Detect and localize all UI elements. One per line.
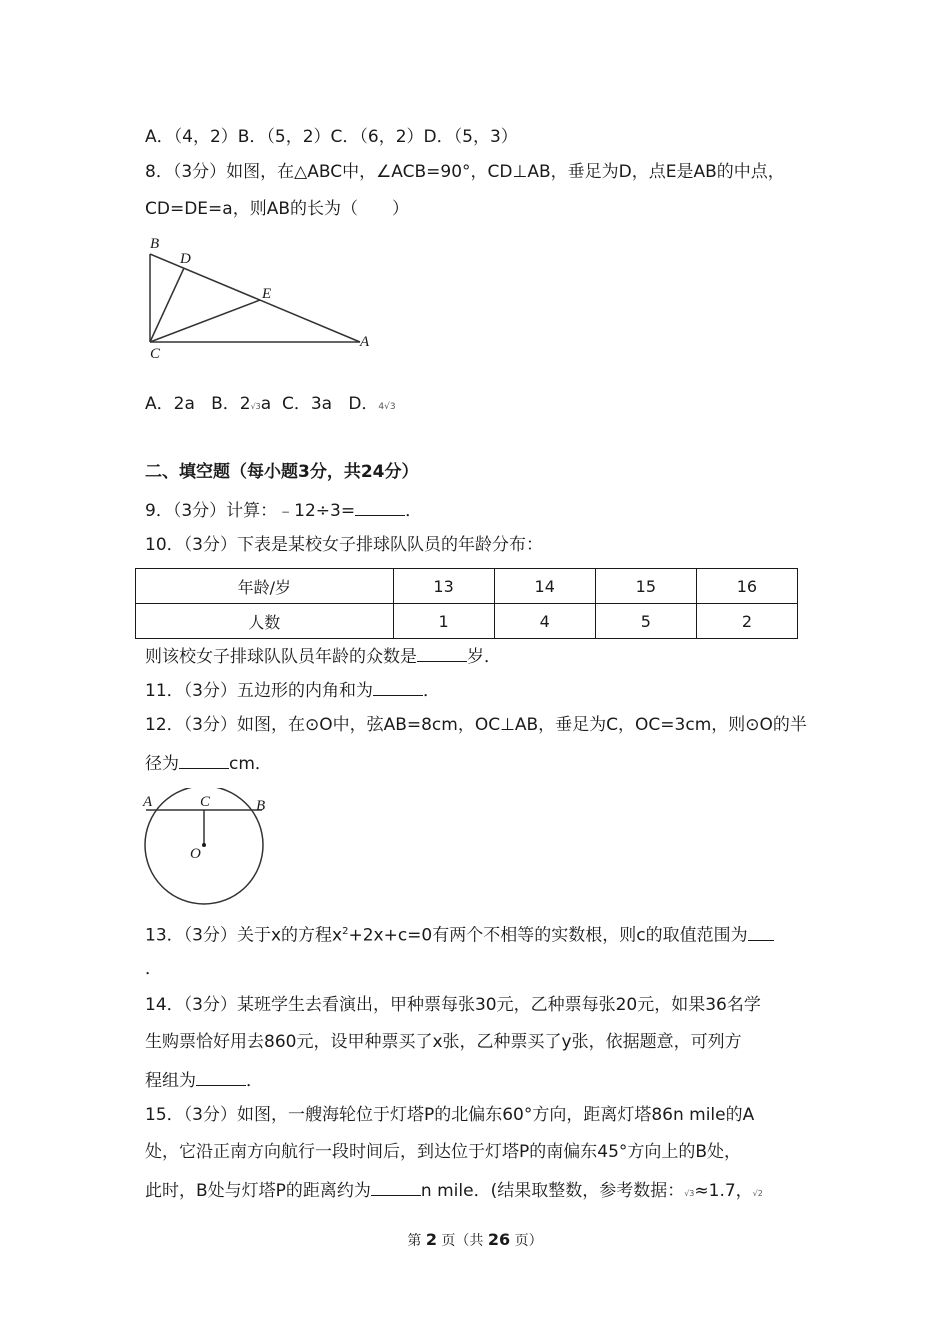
q15-line2: 处，它沿正南方向航行一段时间后，到达位于灯塔P的南偏东45°方向上的B处，: [145, 1142, 742, 1162]
q7-options: A．（4，2）B．（5，2）C．（6，2）D．（5，3）: [145, 127, 518, 147]
q8-option-b: B．2√3a: [211, 394, 272, 414]
table-cell: 1: [393, 604, 494, 639]
q11: 11．（3分）五边形的内角和为 ．: [145, 677, 440, 703]
q15-line3: 此时，B处与灯塔P的距离约为 n mile．(结果取整数，参考数据：√3≈1.7，√2: [145, 1177, 763, 1206]
label-b: B: [150, 236, 160, 252]
q14-line3: 程组为 ．: [145, 1067, 263, 1093]
page-number: 2: [425, 1230, 437, 1249]
q12-answer-blank: [179, 750, 229, 769]
table-cell: 15: [595, 569, 696, 604]
triangle-figure: [140, 228, 380, 363]
q13-line2: ．: [145, 959, 162, 979]
table-cell: 16: [696, 569, 797, 604]
q14-line2: 生购票恰好用去860元，设甲种票买了x张，乙种票买了y张，依据题意，可列方: [145, 1032, 742, 1052]
table-cell: 5: [595, 604, 696, 639]
q12-line2: 径为 cm．: [145, 750, 272, 776]
sqrt3-symbol: √3: [684, 1189, 695, 1198]
table-row-count: [136, 604, 798, 639]
age-table: [135, 568, 798, 639]
q8-stem-line1: 8．（3分）如图，在△ABC中，∠ACB=90°，CD⊥AB，垂足为D，点E是AB的中点，: [145, 162, 785, 182]
q8-option-c: C．3a: [282, 394, 333, 414]
q14-line1: 14．（3分）某班学生去看演出，甲种票每张30元，乙种票每张20元，如果36名学: [145, 995, 761, 1015]
q15-line1: 15．（3分）如图，一艘海轮位于灯塔P的北偏东60°方向，距离灯塔86n mile的A: [145, 1105, 755, 1125]
q10-after: 则该校女子排球队队员年龄的众数是 岁．: [145, 643, 501, 669]
q13-line1: 13．（3分）关于x的方程$x^2+2x+c=0$有两个不相等的实数根，则c的取值范围为: [145, 920, 774, 948]
label-o: O: [190, 846, 201, 862]
q10-stem: 10．（3分）下表是某校女子排球队队员的年龄分布：: [145, 535, 543, 555]
label-b: B: [256, 798, 266, 814]
q8-option-a: A．2a: [145, 394, 195, 414]
table-cell: 人数: [136, 604, 394, 639]
table-row-header: [136, 569, 798, 604]
q15-answer-blank: [371, 1177, 421, 1196]
label-a: A: [360, 334, 370, 350]
q9: 9．（3分）计算：﹣12÷3= ．: [145, 497, 422, 523]
table-cell: 14: [494, 569, 595, 604]
table-cell: 2: [696, 604, 797, 639]
center-point: [202, 843, 206, 847]
page-footer: 第 2 页（共 26 页）: [407, 1230, 543, 1249]
q8-stem-line2: CD=DE=a，则AB的长为（ ）: [145, 199, 409, 219]
fraction-image: 4√3: [378, 402, 396, 412]
label-e: E: [262, 286, 272, 302]
sqrt2-symbol: √2: [752, 1189, 763, 1198]
label-d: D: [180, 251, 191, 267]
q9-answer-blank: [355, 497, 405, 516]
q13-answer-blank: [748, 922, 774, 941]
table-cell: 13: [393, 569, 494, 604]
label-a: A: [143, 794, 153, 810]
label-c: C: [200, 794, 211, 810]
sqrt-symbol: √3: [250, 402, 261, 411]
q8-option-d: D．4√3: [348, 394, 396, 414]
label-c: C: [150, 346, 161, 362]
segment-ba: [150, 254, 360, 342]
section-title: 二、填空题（每小题3分，共24分）: [145, 462, 419, 482]
q8-options: [145, 392, 396, 419]
q10-answer-blank: [417, 643, 467, 662]
q14-answer-blank: [196, 1067, 246, 1086]
circle-figure: [140, 788, 280, 910]
total-pages: 26: [487, 1230, 511, 1249]
table-cell: 4: [494, 604, 595, 639]
q11-answer-blank: [373, 677, 423, 696]
table-cell: 年龄/岁: [136, 569, 394, 604]
q12-line1: 12．（3分）如图，在⊙O中，弦AB=8cm，OC⊥AB，垂足为C，OC=3cm，则⊙O的半: [145, 715, 807, 735]
